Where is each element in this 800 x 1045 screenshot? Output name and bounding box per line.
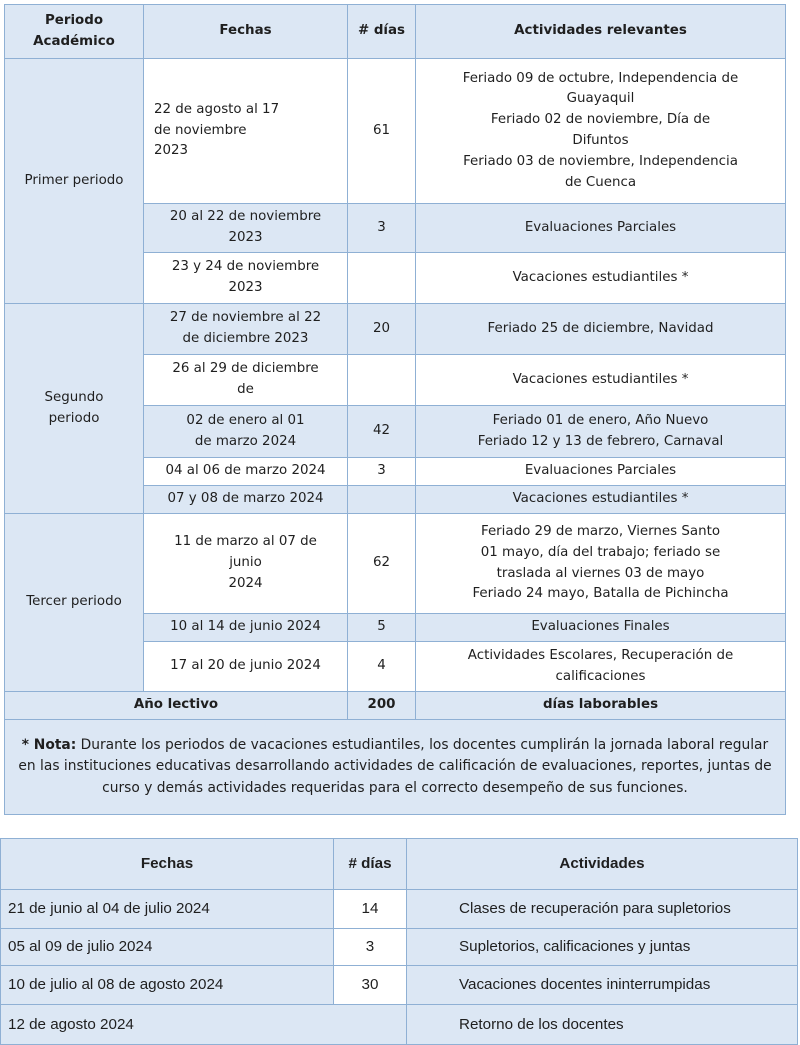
table-row-actividad: Supletorios, calificaciones y juntas xyxy=(406,928,798,966)
table-row-fechas: 11 de marzo al 07 de junio 2024 xyxy=(143,513,348,614)
table-row-dias: 62 xyxy=(347,513,416,614)
header-dias-2: # días xyxy=(333,838,407,890)
activity-line: Feriado 01 de enero, Año Nuevo xyxy=(492,412,709,428)
table-row-actividades: Vacaciones estudiantiles * xyxy=(415,354,786,406)
table-row-dias xyxy=(347,252,416,304)
table-row-dias: 61 xyxy=(347,58,416,204)
table-row-fechas: 22 de agosto al 17 de noviembre 2023 xyxy=(143,58,348,204)
table-row-fechas: 10 al 14 de junio 2024 xyxy=(143,613,348,642)
header-fechas-2: Fechas xyxy=(0,838,334,890)
activity-line: 01 mayo, día del trabajo; feriado se traslada al viernes 03 de mayo xyxy=(480,544,721,581)
table-row-fechas: 23 y 24 de noviembre 2023 xyxy=(143,252,348,304)
note-box xyxy=(4,719,786,815)
activity-line: Feriado 03 de noviembre, Independencia de Cuenca xyxy=(463,153,738,190)
table-row-actividad: Retorno de los docentes xyxy=(406,1004,798,1045)
table-row-fechas: 05 al 09 de julio 2024 xyxy=(0,928,334,966)
table-row-actividades xyxy=(415,513,786,614)
table-row-dias: 30 xyxy=(333,965,407,1005)
table-row-dias: 4 xyxy=(347,641,416,692)
table-row-fechas: 20 al 22 de noviembre 2023 xyxy=(143,203,348,253)
table-row-dias: 3 xyxy=(333,928,407,966)
table-row-dias: 3 xyxy=(347,203,416,253)
table-row-actividades xyxy=(415,58,786,204)
period-segundo: Segundo periodo xyxy=(4,303,144,514)
table-row-fechas: 04 al 06 de marzo 2024 xyxy=(143,457,348,486)
total-label: Año lectivo xyxy=(4,691,348,720)
table-row-fechas: 07 y 08 de marzo 2024 xyxy=(143,485,348,514)
activity-line: Feriado 24 mayo, Batalla de Pichincha xyxy=(472,586,729,602)
table-row-actividades: Evaluaciones Parciales xyxy=(415,457,786,486)
table-row-fechas: 26 al 29 de diciembre de xyxy=(143,354,348,406)
total-dias: 200 xyxy=(347,691,416,720)
table-row-dias: 14 xyxy=(333,889,407,929)
header-fechas: Fechas xyxy=(143,4,348,59)
table-row-actividades: Actividades Escolares, Recuperación de calificaciones xyxy=(415,641,786,692)
table-row-dias: 5 xyxy=(347,613,416,642)
table-row-actividades: Feriado 25 de diciembre, Navidad xyxy=(415,303,786,355)
header-dias: # días xyxy=(347,4,416,59)
activity-line: Feriado 02 de noviembre, Día de Difuntos xyxy=(490,112,711,148)
table-row-fechas: 17 al 20 de junio 2024 xyxy=(143,641,348,692)
header-periodo: Periodo Académico xyxy=(4,4,144,59)
table-row-actividad: Vacaciones docentes ininterrumpidas xyxy=(406,965,798,1005)
period-tercer: Tercer periodo xyxy=(4,513,144,692)
header-actividades-2: Actividades xyxy=(406,838,798,890)
header-actividades: Actividades relevantes xyxy=(415,4,786,59)
table-row-dias: 3 xyxy=(347,457,416,486)
table-row-dias xyxy=(347,354,416,406)
table-row-fechas: 27 de noviembre al 22 de diciembre 2023 xyxy=(143,303,348,355)
period-primer: Primer periodo xyxy=(4,58,144,304)
table-row-dias: 42 xyxy=(347,405,416,458)
table-row-dias: 20 xyxy=(347,303,416,355)
table-row-actividad: Clases de recuperación para supletorios xyxy=(406,889,798,929)
table-row-actividades: Vacaciones estudiantiles * xyxy=(415,252,786,304)
table-row-dias xyxy=(347,485,416,514)
table-row-actividades: Evaluaciones Finales xyxy=(415,613,786,642)
table-row-fechas: 10 de julio al 08 de agosto 2024 xyxy=(0,965,334,1005)
table-row-actividades: Vacaciones estudiantiles * xyxy=(415,485,786,514)
table-row-fechas: 21 de junio al 04 de julio 2024 xyxy=(0,889,334,929)
activity-line: Feriado 12 y 13 de febrero, Carnaval xyxy=(477,433,724,449)
table-row-actividades xyxy=(415,405,786,458)
activity-line: Feriado 29 de marzo, Viernes Santo xyxy=(480,523,721,539)
table-row-fechas: 02 de enero al 01 de marzo 2024 xyxy=(143,405,348,458)
table-row-actividades: Evaluaciones Parciales xyxy=(415,203,786,253)
activity-line: Feriado 09 de octubre, Independencia de Guayaquil xyxy=(462,70,739,107)
total-unidad: días laborables xyxy=(415,691,786,720)
note-text: * Nota: Durante los periodos de vacaciones estudiantiles, los docentes cumplirán la jornada laboral regular en las instituciones educativas desarrollando actividades de calificación de evaluaciones, reportes, juntas de curso y demás actividades requeridas para el correcto desempeño de sus funciones. xyxy=(18,736,772,796)
table-row-fechas: 12 de agosto 2024 xyxy=(0,1004,407,1045)
